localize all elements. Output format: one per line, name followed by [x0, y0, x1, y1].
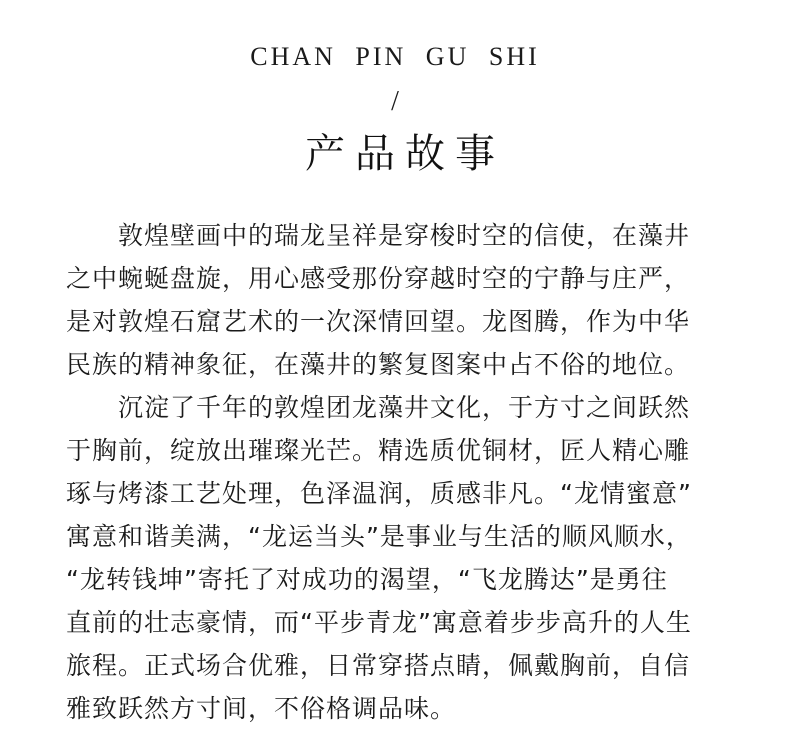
title-separator: / [391, 86, 399, 117]
story-line: 直前的壮志豪情，而“平步青龙”寓意着步步高升的人生 [66, 608, 692, 637]
pinyin-subtitle: CHAN PIN GU SHI [250, 42, 540, 71]
story-line: 民族的精神象征，在藻井的繁复图案中占不俗的地位。 [66, 350, 691, 379]
story-line: 旅程。正式场合优雅，日常穿搭点睛，佩戴胸前，自信 [66, 651, 691, 680]
story-line: 是对敦煌石窟艺术的一次深情回望。龙图腾，作为中华 [66, 307, 691, 336]
page-title: 产品故事 [305, 131, 505, 177]
story-line: 之中蜿蜒盘旋，用心感受那份穿越时空的宁静与庄严， [66, 264, 691, 293]
story-line: “龙转钱坤”寄托了对成功的渴望，“飞龙腾达”是勇往 [66, 565, 668, 594]
story-line: 寓意和谐美满，“龙运当头”是事业与生活的顺风顺水， [66, 522, 692, 551]
story-line: 于胸前，绽放出璀璨光芒。精选质优铜材，匠人精心雕 [66, 436, 691, 465]
story-line: 敦煌壁画中的瑞龙呈祥是穿梭时空的信使，在藻井 [66, 221, 691, 250]
story-line: 雅致跃然方寸间，不俗格调品味。 [66, 694, 457, 723]
story-body [66, 214, 728, 730]
story-line: 沉淀了千年的敦煌团龙藻井文化，于方寸之间跃然 [66, 393, 691, 422]
story-line: 琢与烤漆工艺处理，色泽温润，质感非凡。“龙情蜜意” [66, 479, 692, 508]
